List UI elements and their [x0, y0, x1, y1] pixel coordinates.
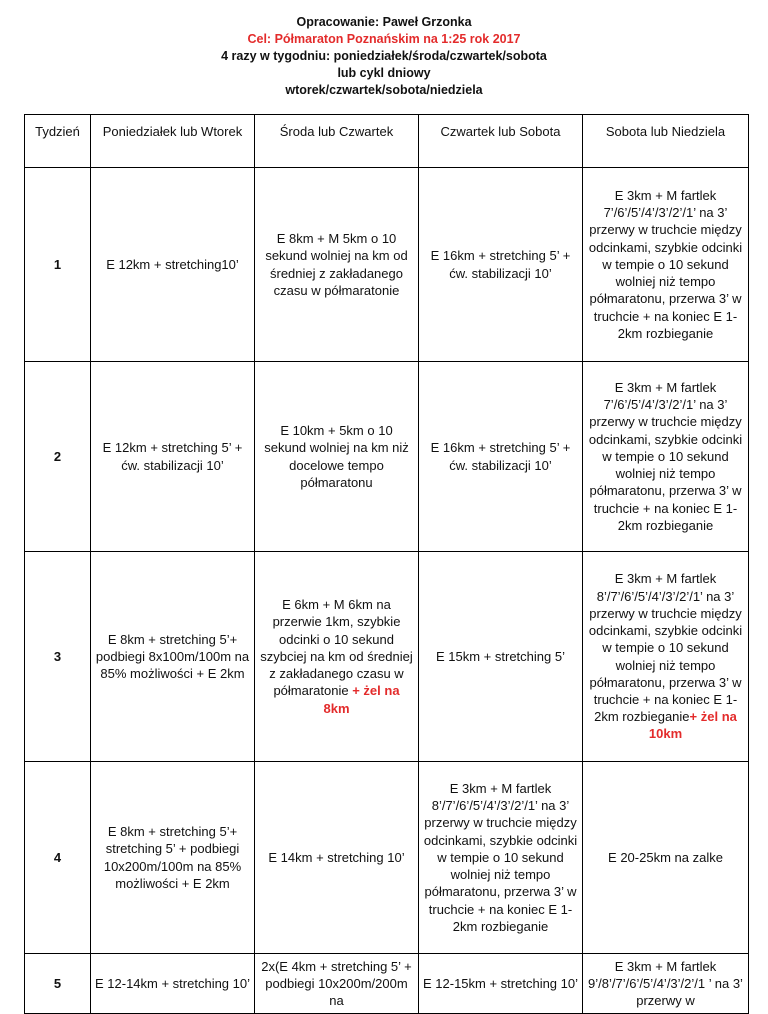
- cell-wed-text: E 8km + M 5km o 10 sekund wolniej na km od średniej z zakładanego czasu w półmaratonie: [265, 231, 408, 298]
- cell-mon: E 12km + stretching10’: [91, 168, 255, 362]
- cell-sat-text: E 3km + M fartlek 8’/7’/6’/5’/4’/3’/2’/1’ na 3’ przerwy w truchcie między odcinkami, szybkie odcinki w tempie o 10 sekund wolniej niż tempo półmaratonu, przerwa 3’ w truchcie + na koniec E 1-2km rozbieganie: [588, 571, 743, 725]
- cell-mon: E 12km + stretching 5’ + ćw. stabilizacji 10’: [91, 362, 255, 552]
- cell-mon: E 12-14km + stretching 10’: [91, 954, 255, 1014]
- cell-wed: [255, 362, 419, 552]
- cell-mon: E 8km + stretching 5’+ stretching 5’ + podbiegi 10x200m/100m na 85% możliwości + E 2km: [91, 762, 255, 954]
- week-number: 2: [25, 362, 91, 552]
- cell-sat-text: E 3km + M fartlek 9’/8’/7’/6’/5’/4’/3’/2’/1 ’ na 3’ przerwy w: [588, 958, 743, 1009]
- week-number: 4: [25, 762, 91, 954]
- header-week: Tydzień: [25, 115, 91, 168]
- cell-wed: [255, 954, 419, 1014]
- cell-wed: [255, 552, 419, 762]
- author-line: Opracowanie: Paweł Grzonka: [296, 15, 472, 29]
- table-header-row: [25, 115, 749, 168]
- week-number: 5: [25, 954, 91, 1014]
- cell-sat-text: E 20-25km na zalke: [608, 849, 723, 865]
- cell-thu: [419, 762, 583, 954]
- cycle-days-line: wtorek/czwartek/sobota/niedziela: [285, 83, 483, 97]
- cell-wed-text: E 14km + stretching 10’: [268, 849, 405, 865]
- document-header: [0, 14, 768, 99]
- table-row-week-2: [25, 362, 749, 552]
- header-saturday-sunday: Sobota lub Niedziela: [583, 115, 749, 168]
- table-row-week-4: [25, 762, 749, 954]
- cell-thu-text: E 16km + stretching 5’ + ćw. stabilizacji 10’: [430, 248, 571, 281]
- cell-sat: [583, 954, 749, 1014]
- cell-thu: [419, 552, 583, 762]
- table-row-week-5: [25, 954, 749, 1014]
- cell-sat: [583, 552, 749, 762]
- cell-sat-text: E 3km + M fartlek 7’/6’/5’/4’/3’/2’/1’ na 3’ przerwy w truchcie między odcinkami, szybkie odcinki w tempie o 10 sekund wolniej niż tempo półmaratonu, przerwa 3’ w truchcie + na koniec E 1-2km rozbieganie: [588, 188, 743, 341]
- header-thursday-saturday: Czwartek lub Sobota: [419, 115, 583, 168]
- cell-thu-text: E 16km + stretching 5’ + ćw. stabilizacji 10’: [430, 440, 571, 473]
- cell-sat-note: + żel na 10km: [648, 709, 737, 742]
- cell-sat: [583, 762, 749, 954]
- header-monday-tuesday: Poniedziałek lub Wtorek: [91, 115, 255, 168]
- header-wednesday-thursday: Środa lub Czwartek: [255, 115, 419, 168]
- cell-wed-text: E 6km + M 6km na przerwie 1km, szybkie odcinki o 10 sekund szybciej na km od średniej z zakładanego czasu w półmaratonie: [260, 597, 413, 699]
- cell-thu: [419, 168, 583, 362]
- cell-wed-text: E 10km + 5km o 10 sekund wolniej na km niż docelowe tempo półmaratonu: [264, 423, 409, 490]
- cell-thu-text: E 3km + M fartlek 8’/7’/6’/5’/4’/3’/2’/1’ na 3’ przerwy w truchcie między odcinkami, szybkie odcinki w tempie o 10 sekund wolniej niż tempo półmaratonu, przerwa 3’ w truchcie + na koniec E 1-2km rozbieganie: [423, 781, 578, 934]
- cell-sat-text: E 3km + M fartlek 7’/6’/5’/4’/3’/2’/1’ na 3’ przerwy w truchcie między odcinkami, szybkie odcinki w tempie o 10 sekund wolniej niż tempo półmaratonu, przerwa 3’ w truchcie + na koniec E 1-2km rozbieganie: [588, 380, 743, 533]
- table-row-week-3: [25, 552, 749, 762]
- cell-wed-text: 2x(E 4km + stretching 5’ + podbiegi 10x200m/200m na: [261, 958, 412, 1009]
- cell-thu-text: E 15km + stretching 5’: [436, 648, 565, 664]
- cell-sat: [583, 168, 749, 362]
- cell-wed: [255, 762, 419, 954]
- goal-line: Cel: Półmaraton Poznańskim na 1:25 rok 2017: [247, 32, 521, 46]
- week-number: 3: [25, 552, 91, 762]
- frequency-line: 4 razy w tygodniu: poniedziałek/środa/czwartek/sobota: [221, 49, 547, 63]
- cell-sat: [583, 362, 749, 552]
- cycle-alt-line: lub cykl dniowy: [337, 66, 431, 80]
- cell-wed-note: + żel na 8km: [323, 683, 400, 716]
- cell-mon: E 8km + stretching 5’+ podbiegi 8x100m/100m na 85% możliwości + E 2km: [91, 552, 255, 762]
- cell-wed: [255, 168, 419, 362]
- table-row-week-1: [25, 168, 749, 362]
- week-number: 1: [25, 168, 91, 362]
- cell-thu: [419, 362, 583, 552]
- cell-thu-text: E 12-15km + stretching 10’: [423, 975, 578, 991]
- cell-thu: [419, 954, 583, 1014]
- training-plan-table: [24, 114, 749, 1014]
